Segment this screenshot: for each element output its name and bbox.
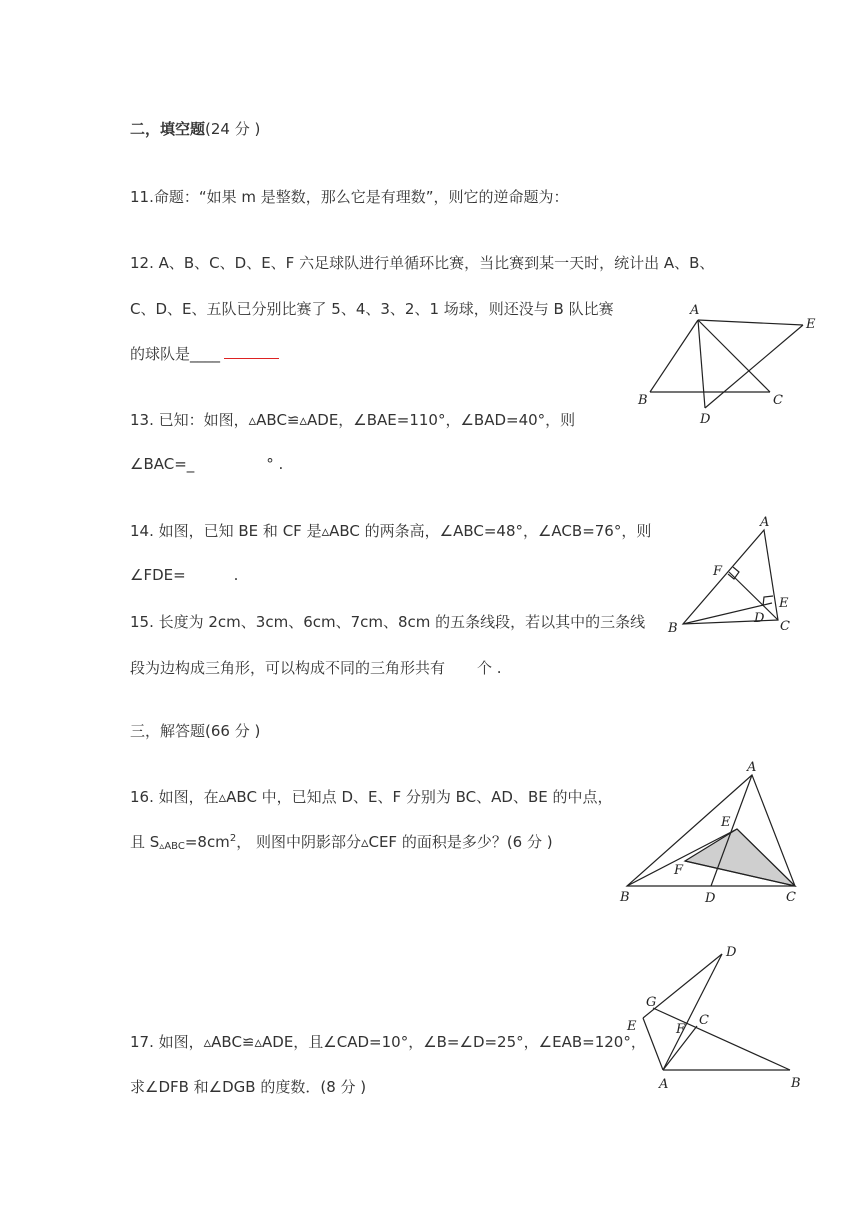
question-14-period: . xyxy=(233,566,239,584)
fig17-label-f: F xyxy=(676,1022,686,1037)
fig13-label-a: A xyxy=(690,303,700,318)
question-14-blank-prefix: ∠FDE= xyxy=(130,566,186,584)
fig16-label-e: E xyxy=(721,815,731,830)
fig17-segment-ad xyxy=(663,954,722,1070)
question-14-line-1: 14. 如图，已知 BE 和 CF 是▵ABC 的两条高，∠ABC=48°，∠ACB=76°，则 xyxy=(130,522,652,540)
fig17-segment-bg xyxy=(653,1008,790,1070)
question-16-line-1: 16. 如图，在▵ABC 中，已知点 D、E、F 分别为 BC、AD、BE 的中点， xyxy=(130,788,613,806)
fig14-label-d: D xyxy=(754,611,765,626)
fig16-label-b: B xyxy=(620,890,630,905)
fig14-label-c: C xyxy=(780,619,790,634)
question-17-line-1: 17. 如图，▵ABC≌▵ADE，且∠CAD=10°，∠B=∠D=25°，∠EAB=120°， xyxy=(130,1033,646,1051)
question-16-text-start: 且 S xyxy=(130,833,160,851)
question-13-unit: ° . xyxy=(266,455,284,473)
fig14-label-e: E xyxy=(779,596,789,611)
fig16-label-a: A xyxy=(747,760,757,775)
fig14-label-f: F xyxy=(713,564,723,579)
question-16-area-value: =8cm xyxy=(184,833,230,851)
question-15-line-2-text: 段为边构成三角形，可以构成不同的三角形共有 xyxy=(130,659,446,677)
section-2-score: (24 分 ) xyxy=(205,120,261,138)
question-16-text-end: ， 则图中阴影部分▵CEF 的面积是多少？(6 分 ) xyxy=(236,833,553,851)
question-15-unit: 个 . xyxy=(477,659,502,677)
area-superscript: 2 xyxy=(229,833,237,844)
section-2-title: 二，填空题 xyxy=(130,120,206,138)
question-13-line-1: 13. 已知：如图，▵ABC≌▵ADE，∠BAE=110°，∠BAD=40°，则 xyxy=(130,411,576,429)
question-15-line-1: 15. 长度为 2cm、3cm、6cm、7cm、8cm 的五条线段，若以其中的三条线 xyxy=(130,613,646,631)
fig13-label-e: E xyxy=(806,317,816,332)
fig16-label-d: D xyxy=(705,891,716,906)
question-12-line-3-text: 的球队是____ xyxy=(130,345,221,363)
question-13-blank-prefix: ∠BAC=_ xyxy=(130,455,195,473)
fig17-label-d: D xyxy=(726,945,737,960)
fig17-label-c: C xyxy=(699,1013,709,1028)
question-11: 11.命题：“如果 m 是整数，那么它是有理数”，则它的逆命题为： xyxy=(130,188,569,206)
fig17-label-g: G xyxy=(646,995,657,1010)
fig17-segment-ae xyxy=(643,1018,663,1070)
fig13-label-b: B xyxy=(638,393,648,408)
fig13-label-c: C xyxy=(773,393,783,408)
fig17-label-a: A xyxy=(659,1077,669,1092)
fig13-label-d: D xyxy=(700,412,711,427)
fig17-label-b: B xyxy=(791,1076,801,1091)
section-3-heading: 三，解答题(66 分 ) xyxy=(130,722,261,740)
fig14-label-b: B xyxy=(668,621,678,636)
fig17-label-e: E xyxy=(627,1019,637,1034)
area-subscript: ▵ABC xyxy=(159,841,185,852)
fig14-label-a: A xyxy=(760,515,770,530)
question-17-line-2: 求∠DFB 和∠DGB 的度数．(8 分 ) xyxy=(130,1078,367,1096)
question-12-line-1: 12. A、B、C、D、E、F 六足球队进行单循环比赛，当比赛到某一天时，统计出 A、B、 xyxy=(130,254,715,272)
fig16-label-c: C xyxy=(786,890,796,905)
fig16-label-f: F xyxy=(674,863,684,878)
question-12-line-2: C、D、E、五队已分别比赛了 5、4、3、2、1 场球，则还没与 B 队比赛 xyxy=(130,300,614,318)
